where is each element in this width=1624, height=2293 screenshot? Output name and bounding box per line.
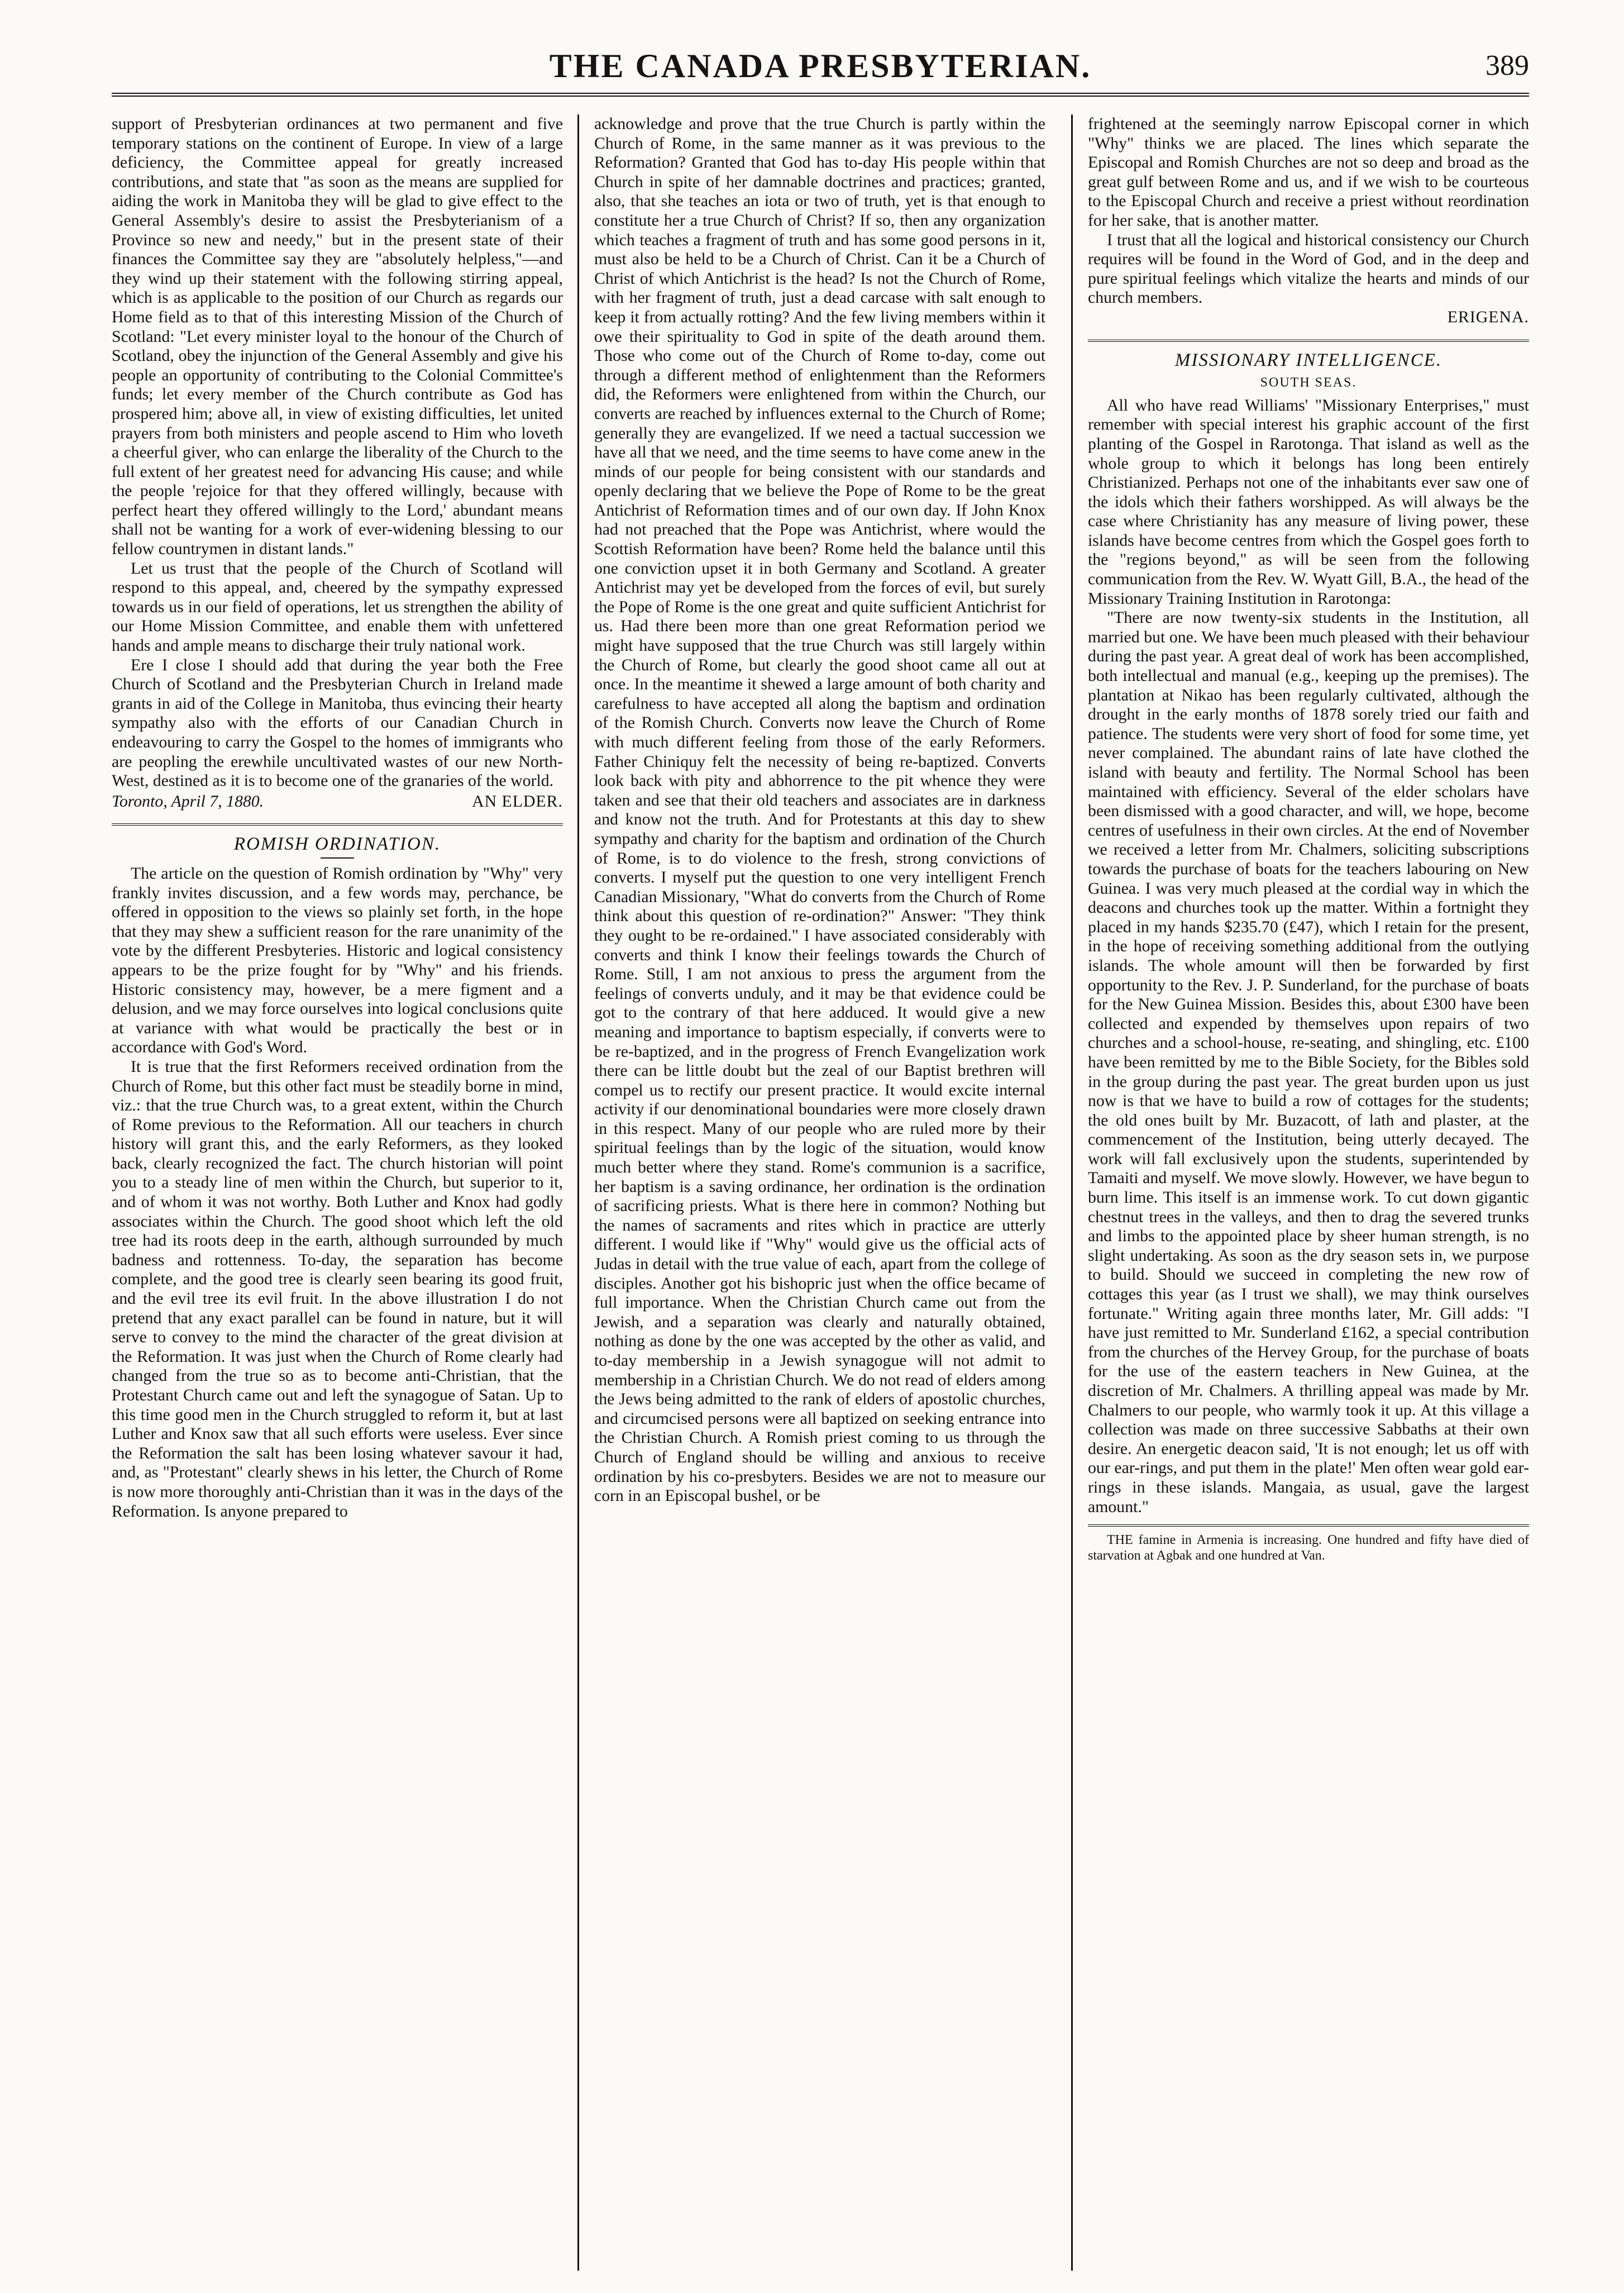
masthead xyxy=(112,44,1529,88)
paper-title: THE CANADA PRESBYTERIAN. xyxy=(549,47,1092,84)
article-paragraph: All who have read Williams' "Missionary Enterprises," must remember with special interest his graphic account of the first planting of the Gospel in Rarotonga. That island as well as the whole group to which it belongs has long been entirely Christianized. Perhaps not one of the inhabitants ever saw one of the idols which their fathers worshipped. As will always be the case where Christianity has any measure of living power, these islands have become centres from which the Gospel goes forth to the "regions beyond," as will be seen from the following communication from the Rev. W. Wyatt Gill, B.A., the head of the Missionary Training Institution in Rarotonga: xyxy=(1088,395,1529,608)
article-paragraph: "There are now twenty-six students in the Institution, all married but one. We have been much pleased with their behaviour during the past year. A great deal of work has been accomplished, both intellectual and manual (e.g., keeping up the premises). The plantation at Nikao has been regularly cultivated, although the drought in the early months of 1878 sorely tried our faith and patience. The students were very short of food for some time, yet never complained. The abundant rains of late have clothed the island with beauty and fertility. The Normal School has been maintained with efficiency. Several of the elder scholars have been dismissed with a good character, and will, we hope, become centres of usefulness in their own circles. At the end of November we received a letter from Mr. Chalmers, soliciting subscriptions towards the purchase of boats for the teachers labouring on New Guinea. I was very much pleased at the cordial way in which the deacons and churches took up the matter. Within a fortnight they placed in my hands $235.70 (£47), which I retain for the present, in the hope of receiving something additional from the outlying islands. The whole amount will then be forwarded by first opportunity to the Rev. J. P. Sunderland, for the purchase of boats for the New Guinea Mission. Besides this, about £300 have been collected and expended by themselves upon repairs of two churches and a school-house, re-seating, and shingling, etc. £100 have been remitted by me to the Bible Society, for the Bibles sold in the group during the past year. The great burden upon us just now is that we have to build a row of cottages for the students; the old ones built by Mr. Buzacott, of lath and plaster, at the commencement of the Institution, being utterly decayed. The work will fall exclusively upon the students, superintended by Tamaiti and myself. We move slowly. However, we have begun to burn lime. This itself is an immense work. To cut down gigantic chestnut trees in the valleys, and then to drag the severed trunks and limbs to the appointed place by sheer human strength, is no slight undertaking. As soon as the dry season sets in, we purpose to build. Should we succeed in completing the new row of cottages this year (as I trust we shall), we may think ourselves fortunate." Writing again three months later, Mr. Gill adds: "I have just remitted to Mr. Sunderland £162, a special contribution from the churches of the Hervey Group, for the purchase of boats for the use of the eastern teachers in New Guinea, at the discretion of Mr. Chalmers. A thrilling appeal was made by Mr. Chalmers to our people, who warmly took it up. At this village a collection was made on three successive Sabbaths at their own desire. An energetic deacon said, 'It is not enough; let us off with our ear-rings, and put them in the plate!' Men often wear gold ear-rings in these islands. Mangaia, as usual, gave the largest amount." xyxy=(1088,608,1529,1516)
dateline-date: Toronto, April 7, 1880. xyxy=(112,792,264,811)
article-paragraph: It is true that the first Reformers received ordination from the Church of Rome, but this other fact must be steadily borne in mind, viz.: that the true Church was, to a great extent, within the Church of Rome previous to the Reformation. All our teachers in church history will grant this, and the early Reformers, as they looked back, clearly recognized the fact. The church historian will point you to a steady line of men within the Church, but superior to it, and of whom it was not worthy. Both Luther and Knox had godly associates within the Church. The good shoot which left the old tree had its roots deep in the earth, although surrounded by much badness and rottenness. To-day, the separation has become complete, and the good tree is clearly seen bearing its good fruit, and the evil tree its evil fruit. In the above illustration I do not pretend that any exact parallel can be found in nature, but it will serve to convey to the mind the character of the great division at the Reformation. It was just when the Church of Rome clearly had changed from the true so as to become anti-Christian, that the Protestant Church came out and left the synagogue of Satan. Up to this time good men in the Church struggled to reform it, but at last Luther and Knox saw that all such efforts were useless. Ever since the Reformation the salt has been losing whatever savour it had, and, as "Protestant" clearly shews in his letter, the Church of Rome is now more thoroughly anti-Christian than it was in the days of the Reformation. Is anyone prepared to xyxy=(112,1057,563,1520)
article-paragraph: support of Presbyterian ordinances at two permanent and five temporary stations on the continent of Europe. In view of a large deficiency, the Committee appeal for greatly increased contributions, and state that "as soon as the means are supplied for aiding the work in Manitoba they will be glad to give effect to the General Assembly's desire to assist the Presbyterianism of a Province so new and needy," but in the present state of their finances the Committee say they are "absolutely helpless,"—and they wind up their statement with the following stirring appeal, which is as applicable to the position of our Church as regards our Home field as to that of this interesting Mission of the Church of Scotland: "Let every minister loyal to the honour of the Church of Scotland, obey the injunction of the General Assembly and give his people an opportunity of contributing to the Colonial Committee's funds; let every member of the Church contribute as God has prospered him; above all, in view of existing difficulties, let united prayers from both ministers and people ascend to Him who loveth a cheerful giver, who can enlarge the liberality of the Church to the full extent of her greatest need for advancing His cause; and while the people 'rejoice for that they offered willingly, because with perfect heart they offered willingly to the Lord,' abundant means shall not be wanting for a work of ever-widening blessing to our fellow countrymen in distant lands." xyxy=(112,115,563,559)
note-divider xyxy=(1088,1524,1529,1527)
article-paragraph: I trust that all the logical and historical consistency our Church requires will be found in the Word of God, and in the deep and pure spiritual feelings which vitalize the hearts and minds of our church members. xyxy=(1088,230,1529,307)
column-middle xyxy=(594,115,1045,2271)
column-rule xyxy=(1071,115,1073,2271)
section-divider xyxy=(112,823,563,826)
article-subheading: SOUTH SEAS. xyxy=(1260,375,1357,390)
column-rule xyxy=(577,115,579,2271)
page-number: 389 xyxy=(1486,50,1529,82)
masthead-rule xyxy=(112,93,1529,97)
news-note: THE famine in Armenia is increasing. One hundred and fifty have died of starvation at Agbak and one hundred at Van. xyxy=(1088,1533,1529,1563)
signature: ERIGENA. xyxy=(1447,307,1529,326)
column-left xyxy=(112,115,563,2271)
heading-rule xyxy=(321,857,354,859)
article-heading-romish-ordination: ROMISH ORDINATION. xyxy=(233,834,441,855)
article-paragraph: acknowledge and prove that the true Church is partly within the Church of Rome, in the same manner as it was previous to the Reformation? Granted that God has to-day His people within that Church in spite of her damnable doctrines and practices; granted, also, that she teaches an iota or two of truth, yet is that enough to constitute her a true Church of Christ? If so, then any organization which teaches a fragment of truth and has some good persons in it, must also be held to be a Church of Christ. Can it be a Church of Christ of which Antichrist is the head? Is not the Church of Rome, with her fragment of truth, just a dead carcase with salt enough to keep it from actually rotting? And the few living members within it owe their spirituality to God in spite of the death around them. Those who come out of the Church of Rome to-day, come out through a different method of enlightenment than the Reformers did, the Reformers were enlightened from within the Church, our converts are reached by influences external to the Church of Rome; generally they are evangelized. If we need a tactual succession we have all that we need, and the time seems to have come anew in the minds of our people for being consistent with our standards and openly declaring that we believe the Pope of Rome to be the great Antichrist of Reformation times and of our own day. If John Knox had not preached that the Pope was Antichrist, where would the Scottish Reformation have been? Rome held the balance until this one conviction upset it in both Germany and Scotland. A greater Antichrist may yet be developed from the forces of evil, but surely the Pope of Rome is the one great and quite sufficient Antichrist for us. Had there been more than one great Reformation period we might have supposed that the true Church was still largely within the Church of Rome, but clearly the good shoot came all out at once. In the meantime it shewed a large amount of both charity and carefulness to have accepted all along the baptism and ordination of the Romish Church. Converts now leave the Church of Rome with much different feeling from those of the early Reformers. Father Chiniquy felt the necessity of being re-baptized. Converts look back with pity and abhorrence to the pit whence they were taken and see that their old teachers and associates are in darkness and know not the truth. And for Protestants at this day to shew sympathy and charity for the baptism and ordination of the Church of Rome, is to do violence to the fresh, strong convictions of converts. I myself put the question to one very intelligent French Canadian Missionary, "What do converts from the Church of Rome think about this question of re-ordination?" Answer: "They think they ought to be re-ordained." I have associated considerably with converts and think I know their feelings towards the Church of Rome. Still, I am not anxious to press the argument from the feelings of converts unduly, and it may be that evidence could be got to the contrary of that here adduced. It would give a new meaning and importance to baptism especially, if converts were to be re-baptized, and in the progress of French Evangelization work there can be little doubt but the zeal of our Baptist brethren will compel us to rectify our present practice. It would excite internal activity if our denominational boundaries were more closely drawn in this respect. Many of our people who are ruled more by their spiritual feelings than by the logic of the situation, would know much better where they stand. Rome's communion is a sacrifice, her baptism is a saving ordinance, her ordination is the ordination of sacrificing priests. What is there here in common? Nothing but the names of sacraments and rites which in practice are utterly different. I would like if "Why" would give us the official acts of Judas in detail with the true value of each, apart from the college of disciples. Another got his bishopric just when the office became of full importance. When the Christian Church came out from the Jewish, and a separation was clearly and naturally obtained, nothing as done by the one was accepted by the other as valid, and to-day membership in a Jewish synagogue will not admit to membership in a Christian Church. We do not read of elders among the Jews being admitted to the rank of elders of apostolic churches, and circumcised persons were all baptized on seeking entrance into the Christian Church. A Romish priest coming to us through the Church of England should be willing and anxious to receive ordination by his co-presbyters. Besides we are not to measure our corn in an Episcopal bushel, or be xyxy=(594,115,1045,1505)
article-paragraph: frightened at the seemingly narrow Episcopal corner in which "Why" thinks we are placed. The lines which separate the Episcopal and Romish Churches are not so deep and broad as the great gulf between Rome and us, and if we wish to be courteous to the Episcopal Church and receive a priest without reordination for her sake, that is another matter. xyxy=(1088,115,1529,230)
dateline xyxy=(112,792,563,812)
section-divider xyxy=(1088,340,1529,342)
article-heading-missionary-intelligence: MISSIONARY INTELLIGENCE. xyxy=(1174,350,1443,370)
dateline-author: AN ELDER. xyxy=(472,792,563,811)
article-paragraph: The article on the question of Romish ordination by "Why" very frankly invites discussion, and a few words may, perchance, be offered in opposition to the views so plainly set forth, in the hope that they may shew a sufficient reason for the rare unanimity of the vote by the different Presbyteries. Historic and logical consistency appears to be the prize fought for by "Why" and his friends. Historic consistency may, however, be a mere figment and a delusion, and we may force ourselves into logical conclusions quite at variance with what would be practically the best or in accordance with God's Word. xyxy=(112,864,563,1057)
article-paragraph: Ere I close I should add that during the year both the Free Church of Scotland and the Presbyterian Church in Ireland made grants in aid of the College in Manitoba, thus evincing their hearty sympathy also with the efforts of our Canadian Church in endeavouring to carry the Gospel to the homes of immigrants who are peopling the erewhile uncultivated wastes of our new North-West, destined as it is to become one of the granaries of the world. xyxy=(112,655,563,790)
article-paragraph: Let us trust that the people of the Church of Scotland will respond to this appeal, and, cheered by the sympathy expressed towards us in our field of operations, let us strengthen the ability of our Home Mission Committee, and enable them with unfettered hands and ample means to discharge their truly national work. xyxy=(112,559,563,655)
column-right xyxy=(1088,115,1529,2271)
